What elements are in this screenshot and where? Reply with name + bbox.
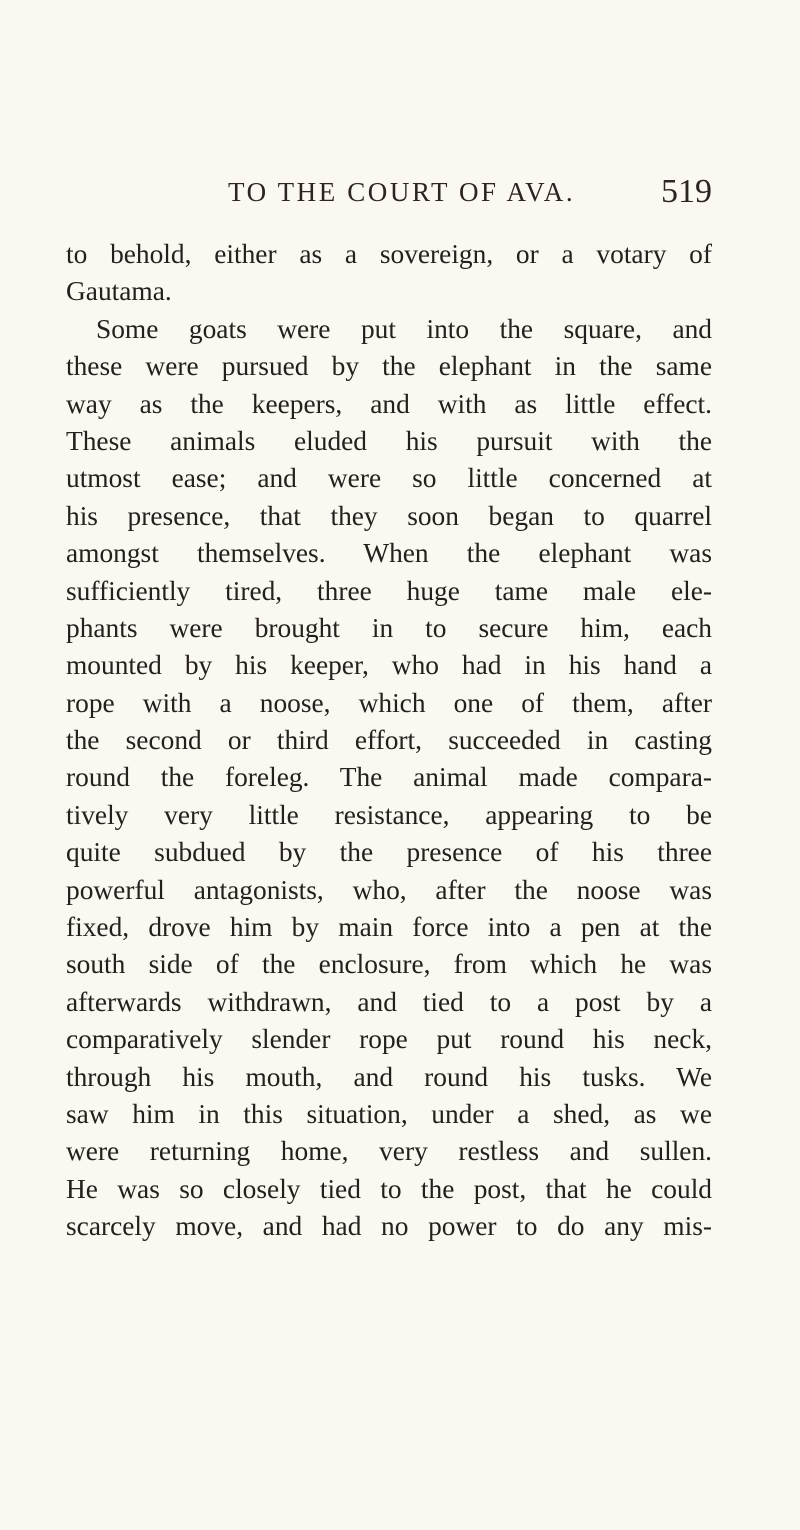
- text-line: mounted by his keeper, who had in his hand a: [66, 650, 712, 681]
- text-line: sufficiently tired, three huge tame male ele-: [66, 575, 712, 606]
- text-line: rope with a noose, which one of them, after: [66, 687, 712, 718]
- page-number: 519: [661, 173, 712, 210]
- text-line: were returning home, very restless and sullen.: [66, 1136, 712, 1167]
- text-line: way as the keepers, and with as little effect.: [66, 388, 712, 419]
- text-line: to behold, either as a sovereign, or a votary of: [66, 239, 712, 269]
- text-line: scarcely move, and had no power to do any mis-: [66, 1211, 712, 1242]
- text-line: phants were brought in to secure him, each: [66, 612, 712, 643]
- text-line: south side of the enclosure, from which he was: [66, 949, 712, 980]
- text-line: his presence, that they soon began to quarrel: [66, 500, 712, 531]
- text-line: afterwards withdrawn, and tied to a post by a: [66, 986, 712, 1017]
- text-line: These animals eluded his pursuit with the: [66, 425, 712, 456]
- body-text: [66, 236, 712, 1246]
- running-head: [228, 173, 712, 216]
- text-line: comparatively slender rope put round his neck,: [66, 1024, 712, 1055]
- text-line: through his mouth, and round his tusks. We: [66, 1061, 712, 1092]
- text-line: the second or third effort, succeeded in casting: [66, 725, 712, 756]
- text-line: saw him in this situation, under a shed, as we: [66, 1098, 712, 1129]
- text-line: round the foreleg. The animal made compara-: [66, 762, 712, 793]
- text-line: Gautama.: [66, 276, 172, 307]
- text-line: utmost ease; and were so little concerned at: [66, 463, 712, 494]
- text-line: powerful antagonists, who, after the noose was: [66, 874, 712, 905]
- text-line: quite subdued by the presence of his three: [66, 837, 712, 868]
- text-line: fixed, drove him by main force into a pen at the: [66, 912, 712, 943]
- running-title: TO THE COURT OF AVA.: [228, 177, 576, 207]
- text-line: tively very little resistance, appearing to be: [66, 799, 712, 830]
- text-line: He was so closely tied to the post, that he could: [66, 1173, 712, 1204]
- text-line: amongst themselves. When the elephant was: [66, 538, 712, 569]
- text-line: Some goats were put into the square, and: [96, 313, 712, 344]
- text-line: these were pursued by the elephant in the same: [66, 351, 712, 382]
